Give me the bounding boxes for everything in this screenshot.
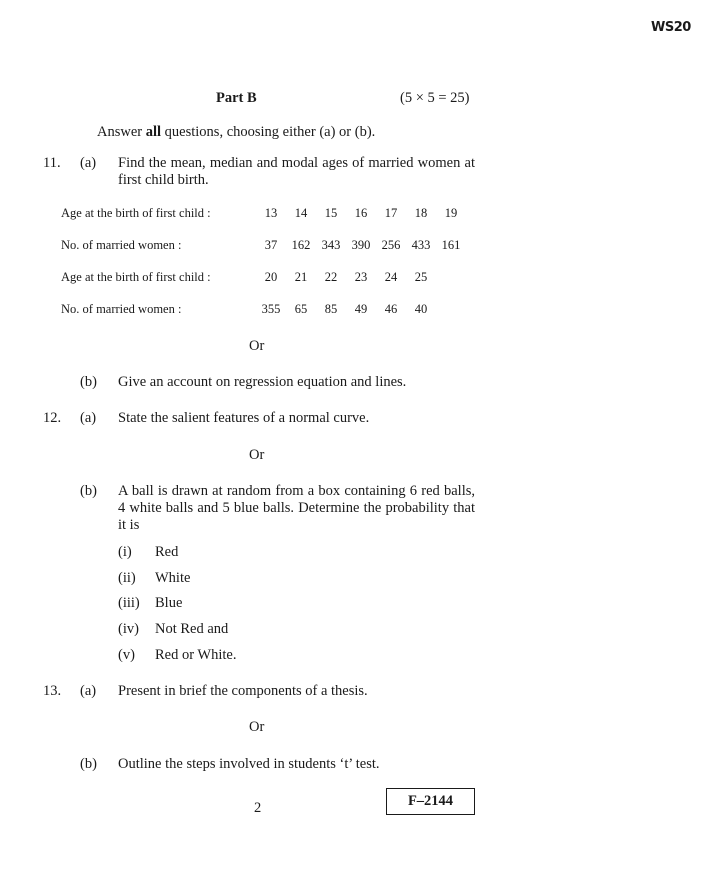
row-label: Age at the birth of first child : [61, 270, 211, 284]
q12-a-label: (a) [80, 410, 97, 426]
table-cell: 343 [321, 238, 341, 252]
q12-b-text: A ball is drawn at random from a box containing 6 red balls, 4 white balls and 5 blue balls. Determine the probability that it is [118, 483, 475, 533]
part-marks: (5 × 5 = 25) [400, 90, 470, 106]
q13-number: 13. [43, 683, 62, 699]
part-title: Part B [216, 90, 257, 106]
table-cell: 20 [264, 270, 278, 284]
page-number: 2 [254, 800, 262, 816]
or-separator: Or [249, 447, 265, 463]
table-cell: 40 [414, 302, 428, 316]
q11-number: 11. [43, 155, 61, 171]
or-separator: Or [249, 719, 265, 735]
paper-code-corner: WS20 [651, 20, 691, 35]
option-label: (iii) [118, 595, 140, 611]
q13-b-text: Outline the steps involved in students ‘t’ test. [118, 756, 380, 772]
option-text: Red [155, 544, 179, 560]
table-cell: 46 [384, 302, 398, 316]
table-cell: 22 [324, 270, 338, 284]
table-cell: 355 [261, 302, 281, 316]
q13-a-label: (a) [80, 683, 97, 699]
table-cell: 162 [291, 238, 311, 252]
table-cell: 21 [294, 270, 308, 284]
row-label: No. of married women : [61, 238, 182, 252]
table-cell: 25 [414, 270, 428, 284]
q12-b-label: (b) [80, 483, 97, 499]
q12-number: 12. [43, 410, 62, 426]
q11-a-text: Find the mean, median and modal ages of married women at first child birth. [118, 155, 475, 188]
table-cell: 49 [354, 302, 368, 316]
q12-a-text: State the salient features of a normal curve. [118, 410, 370, 426]
table-cell: 390 [351, 238, 371, 252]
q13-b-label: (b) [80, 756, 97, 772]
option-text: Red or White. [155, 647, 237, 663]
table-cell: 161 [441, 238, 461, 252]
table-cell: 18 [414, 206, 428, 220]
option-text: White [155, 570, 191, 586]
option-label: (ii) [118, 570, 136, 586]
option-text: Not Red and [155, 621, 229, 637]
table-cell: 16 [354, 206, 368, 220]
table-cell: 433 [411, 238, 431, 252]
q11-b-label: (b) [80, 374, 97, 390]
row-label: No. of married women : [61, 302, 182, 316]
table-cell: 13 [264, 206, 278, 220]
q11-a-label: (a) [80, 155, 97, 171]
row-label: Age at the birth of first child : [61, 206, 211, 220]
paper-code-box: F–2144 [386, 788, 475, 815]
part-instruction: Answer all questions, choosing either (a) or (b). [97, 124, 376, 140]
option-text: Blue [155, 595, 183, 611]
table-cell: 23 [354, 270, 368, 284]
table-cell: 24 [384, 270, 398, 284]
table-cell: 85 [324, 302, 338, 316]
table-cell: 256 [381, 238, 401, 252]
table-cell: 65 [294, 302, 308, 316]
table-cell: 17 [384, 206, 398, 220]
option-label: (v) [118, 647, 135, 663]
option-label: (iv) [118, 621, 139, 637]
table-cell: 15 [324, 206, 338, 220]
or-separator: Or [249, 338, 265, 354]
q13-a-text: Present in brief the components of a thesis. [118, 683, 368, 699]
table-cell: 37 [264, 238, 278, 252]
table-cell: 14 [294, 206, 308, 220]
table-cell: 19 [444, 206, 458, 220]
option-label: (i) [118, 544, 132, 560]
q11-b-text: Give an account on regression equation and lines. [118, 374, 407, 390]
